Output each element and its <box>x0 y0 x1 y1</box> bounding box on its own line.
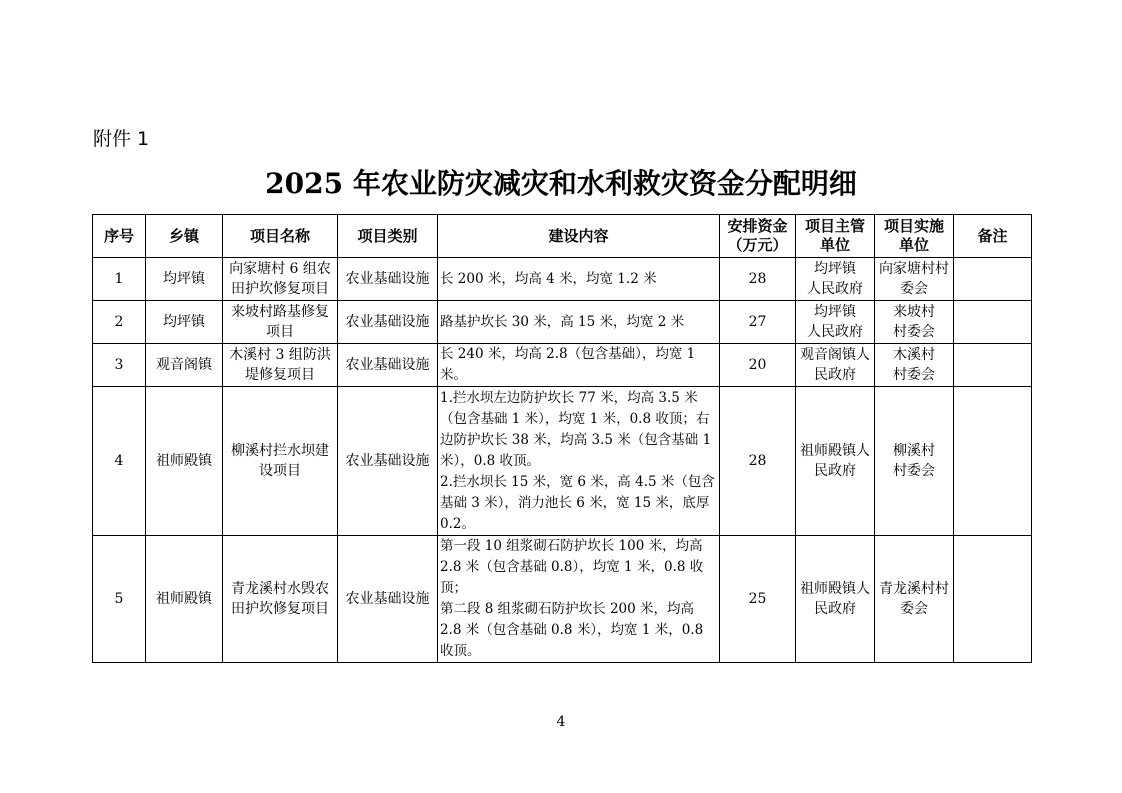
cell-remarks <box>954 536 1032 663</box>
cell-authority: 祖师殿镇人 民政府 <box>796 387 875 536</box>
cell-funds: 27 <box>720 301 796 344</box>
cell-funds: 20 <box>720 344 796 387</box>
cell-project-name: 向家塘村 6 组农田护坎修复项目 <box>223 258 338 301</box>
cell-seq: 3 <box>93 344 146 387</box>
cell-town: 祖师殿镇 <box>146 536 223 663</box>
cell-authority: 均坪镇 人民政府 <box>796 258 875 301</box>
header-content: 建设内容 <box>438 215 720 258</box>
cell-project-name: 木溪村 3 组防洪堤修复项目 <box>223 344 338 387</box>
cell-content: 路基护坎长 30 米，高 15 米，均宽 2 米 <box>438 301 720 344</box>
cell-seq: 1 <box>93 258 146 301</box>
cell-category: 农业基础设施 <box>338 387 438 536</box>
cell-content: 长 240 米，均高 2.8（包含基础），均宽 1 米。 <box>438 344 720 387</box>
cell-implementer: 向家塘村村 委会 <box>875 258 954 301</box>
cell-remarks <box>954 387 1032 536</box>
cell-funds: 28 <box>720 387 796 536</box>
header-town: 乡镇 <box>146 215 223 258</box>
cell-town: 祖师殿镇 <box>146 387 223 536</box>
cell-seq: 5 <box>93 536 146 663</box>
cell-funds: 28 <box>720 258 796 301</box>
cell-project-name: 柳溪村拦水坝建设项目 <box>223 387 338 536</box>
cell-category: 农业基础设施 <box>338 536 438 663</box>
table-row <box>93 387 1032 536</box>
cell-town: 观音阁镇 <box>146 344 223 387</box>
page-number: 4 <box>556 714 566 730</box>
cell-content: 长 200 米，均高 4 米，均宽 1.2 米 <box>438 258 720 301</box>
header-funds: 安排资金 （万元） <box>720 215 796 258</box>
cell-implementer: 来坡村 村委会 <box>875 301 954 344</box>
cell-remarks <box>954 344 1032 387</box>
cell-authority: 祖师殿镇人 民政府 <box>796 536 875 663</box>
cell-remarks <box>954 301 1032 344</box>
cell-category: 农业基础设施 <box>338 344 438 387</box>
cell-implementer: 木溪村 村委会 <box>875 344 954 387</box>
table-row <box>93 536 1032 663</box>
cell-content: 1.拦水坝左边防护坎长 77 米，均高 3.5 米（包含基础 1 米），均宽 1 米，0.8 收顶；右边防护坎长 38 米，均高 3.5 米（包含基础 1 米），0.8 收顶。 2.拦水坝长 15 米，宽 6 米，高 4.5 米（包含基础 3 米），消力池长 6 米，宽 15 米，底厚 0.2。 <box>438 387 720 536</box>
cell-seq: 4 <box>93 387 146 536</box>
header-project-name: 项目名称 <box>223 215 338 258</box>
cell-authority: 观音阁镇人 民政府 <box>796 344 875 387</box>
cell-category: 农业基础设施 <box>338 301 438 344</box>
table-row <box>93 344 1032 387</box>
cell-seq: 2 <box>93 301 146 344</box>
annex-label: 附件 1 <box>93 128 150 150</box>
header-seq: 序号 <box>93 215 146 258</box>
cell-town: 均坪镇 <box>146 258 223 301</box>
header-row <box>93 215 1032 258</box>
cell-funds: 25 <box>720 536 796 663</box>
table-row <box>93 258 1032 301</box>
table-row <box>93 301 1032 344</box>
header-category: 项目类别 <box>338 215 438 258</box>
allocation-table <box>92 214 1032 663</box>
cell-category: 农业基础设施 <box>338 258 438 301</box>
cell-implementer: 青龙溪村村 委会 <box>875 536 954 663</box>
header-remarks: 备注 <box>954 215 1032 258</box>
cell-implementer: 柳溪村 村委会 <box>875 387 954 536</box>
cell-project-name: 青龙溪村水毁农田护坎修复项目 <box>223 536 338 663</box>
header-implementer: 项目实施 单位 <box>875 215 954 258</box>
cell-project-name: 来坡村路基修复项目 <box>223 301 338 344</box>
header-authority: 项目主管 单位 <box>796 215 875 258</box>
cell-remarks <box>954 258 1032 301</box>
cell-content: 第一段 10 组浆砌石防护坎长 100 米，均高 2.8 米（包含基础 0.8），均宽 1 米，0.8 收顶； 第二段 8 组浆砌石防护坎长 200 米，均高 2.8 米（包含基础 0.8 米），均宽 1 米，0.8 收顶。 <box>438 536 720 663</box>
document-title: 2025 年农业防灾减灾和水利救灾资金分配明细 <box>265 167 857 200</box>
cell-town: 均坪镇 <box>146 301 223 344</box>
cell-authority: 均坪镇 人民政府 <box>796 301 875 344</box>
